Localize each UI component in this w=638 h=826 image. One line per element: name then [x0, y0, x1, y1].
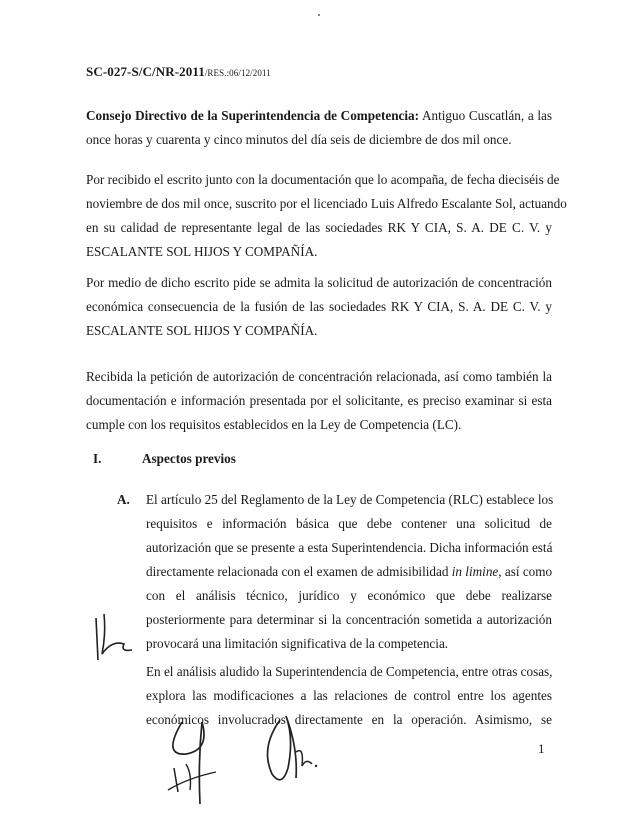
paragraph-line: ESCALANTE SOL HIJOS Y COMPAÑÍA.	[86, 323, 318, 338]
in-limine-italic: in limine	[451, 564, 499, 579]
paragraph-line: En el análisis aludido la Superintendencia de Competencia, entre otras cosas,	[146, 664, 553, 679]
subsection-label: A.	[117, 492, 130, 507]
paragraph-line: explora las modificaciones a las relaciones de control entre los agentes	[146, 688, 552, 703]
paragraph-line: económicos involucrados directamente en la operación. Asimismo, se	[146, 712, 552, 727]
intro-paragraph	[86, 104, 552, 152]
paragraph-line: económica consecuencia de la fusión de las sociedades RK Y CIA, S. A. DE C. V. y	[86, 299, 552, 314]
reference-code: SC-027-S/C/NR-2011	[86, 64, 205, 79]
subsection-a-paragraph	[146, 488, 552, 656]
paragraph-line: ESCALANTE SOL HIJOS Y COMPAÑÍA.	[86, 244, 318, 259]
paragraph-line: documentación e información presentada por el solicitante, es preciso examinar si esta	[86, 393, 552, 408]
paragraph-3	[86, 271, 552, 343]
paragraph-line: con el análisis técnico, jurídico y económico que debe realizarse	[146, 588, 552, 603]
case-reference	[86, 64, 271, 80]
paragraph-line: requisitos e información básica que debe contener una solicitud de	[146, 516, 552, 531]
scan-speck	[318, 14, 320, 16]
paragraph-line: El artículo 25 del Reglamento de la Ley de Competencia (RLC) establece los	[146, 492, 554, 507]
intro-lead: Consejo Directivo de la Superintendencia de Competencia:	[86, 108, 420, 123]
intro-line2: once horas y cuarenta y cinco minutos del día seis de diciembre de dos mil once.	[86, 132, 512, 147]
intro-line1-rest: Antiguo Cuscatlán, a las	[421, 108, 552, 123]
page-number: 1	[538, 741, 545, 756]
signature-left	[158, 712, 226, 808]
paragraph-line: noviembre de dos mil once, suscrito por el licenciado Luis Alfredo Escalante Sol, actuando	[86, 196, 567, 211]
paragraph-2	[86, 168, 567, 264]
signature-right	[258, 708, 322, 792]
reference-date: /RES.:06/12/2011	[204, 68, 271, 78]
line4-before: directamente relacionada con el examen de admisibilidad	[146, 564, 449, 579]
paragraph-line-with-italic	[146, 560, 552, 584]
paragraph-line: Por medio de dicho escrito pide se admita la solicitud de autorización de concentración	[86, 275, 552, 290]
section-number: I.	[93, 451, 102, 466]
paragraph-line: autorización que se presente a esta Superintendencia. Dicha información está	[146, 540, 553, 555]
paragraph-line: en su calidad de representante legal de las sociedades RK Y CIA, S. A. DE C. V. y	[86, 220, 552, 235]
paragraph-4	[86, 365, 552, 437]
paragraph-line: posteriormente para determinar si la concentración sometida a autorización	[146, 612, 552, 627]
paragraph-line: Recibida la petición de autorización de concentración relacionada, así como también la	[86, 369, 552, 384]
margin-initials-signature	[90, 610, 136, 666]
paragraph-line: provocará una limitación significativa de la competencia.	[146, 636, 449, 651]
paragraph-line: Por recibido el escrito junto con la documentación que lo acompaña, de fecha dieciséis de	[86, 172, 560, 187]
section-title: Aspectos previos	[142, 451, 236, 466]
line4-after: , así como	[498, 564, 553, 579]
paragraph-line: cumple con los requisitos establecidos en la Ley de Competencia (LC).	[86, 417, 462, 432]
